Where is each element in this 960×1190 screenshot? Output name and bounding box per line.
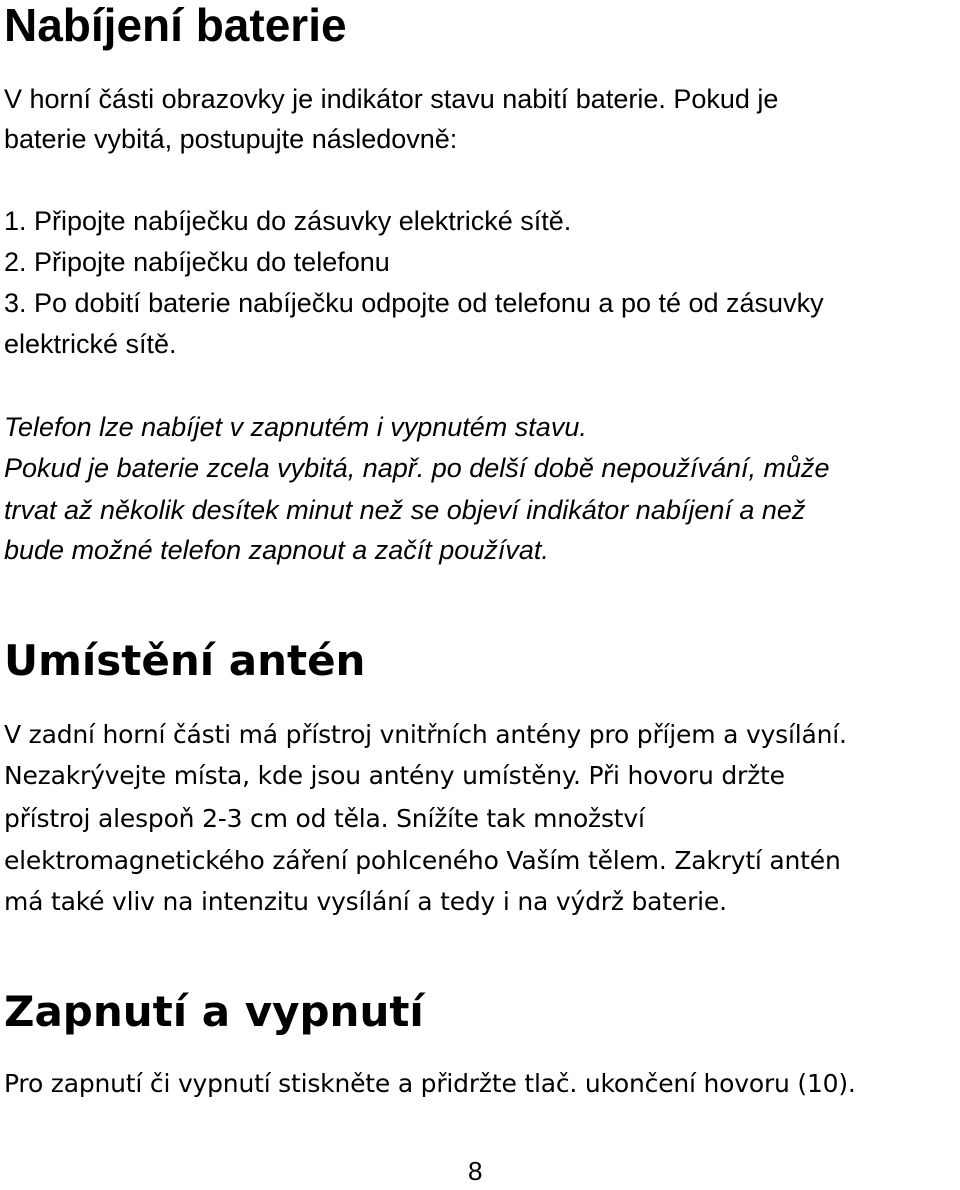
charging-step-line: 2. Připojte nabíječku do telefonu xyxy=(4,247,390,277)
charging-step-line: 1. Připojte nabíječku do zásuvky elektrické sítě. xyxy=(4,206,572,236)
power-line: Pro zapnutí či vypnutí stiskněte a přidržte tlač. ukončení hovoru (10). xyxy=(4,1069,856,1098)
antennas-line: přístroj alespoň 2-3 cm od těla. Snížíte tak množství xyxy=(4,804,645,833)
page-number: 8 xyxy=(468,1156,483,1186)
charging-step-line: 3. Po dobití baterie nabíječku odpojte od telefonu a po té od zásuvky xyxy=(4,288,824,318)
charging-note-line: Pokud je baterie zcela vybitá, např. po delší době nepoužívání, může xyxy=(4,453,830,483)
charging-note-line: Telefon lze nabíjet v zapnutém i vypnutém stavu. xyxy=(4,412,587,442)
antennas-line: má také vliv na intenzitu vysílání a tedy i na výdrž baterie. xyxy=(4,887,727,916)
antennas-line: V zadní horní části má přístroj vnitřních antény pro příjem a vysílání. xyxy=(4,720,847,749)
antennas-line: Nezakrývejte místa, kde jsou antény umístěny. Při hovoru držte xyxy=(4,761,785,790)
charging-intro-line: baterie vybitá, postupujte následovně: xyxy=(4,124,458,154)
charging-note-line: bude možné telefon zapnout a začít používat. xyxy=(4,535,549,565)
charging-step-line: elektrické sítě. xyxy=(4,329,177,359)
section-title-charging: Nabíjení baterie xyxy=(4,0,347,51)
section-title-antennas: Umístění antén xyxy=(4,636,366,685)
section-title-power: Zapnutí a vypnutí xyxy=(4,987,424,1036)
charging-note-line: trvat až několik desítek minut než se objeví indikátor nabíjení a než xyxy=(4,495,806,525)
antennas-line: elektromagnetického záření pohlceného Vaším tělem. Zakrytí antén xyxy=(4,846,841,875)
charging-intro-line: V horní části obrazovky je indikátor stavu nabití baterie. Pokud je xyxy=(4,84,779,114)
